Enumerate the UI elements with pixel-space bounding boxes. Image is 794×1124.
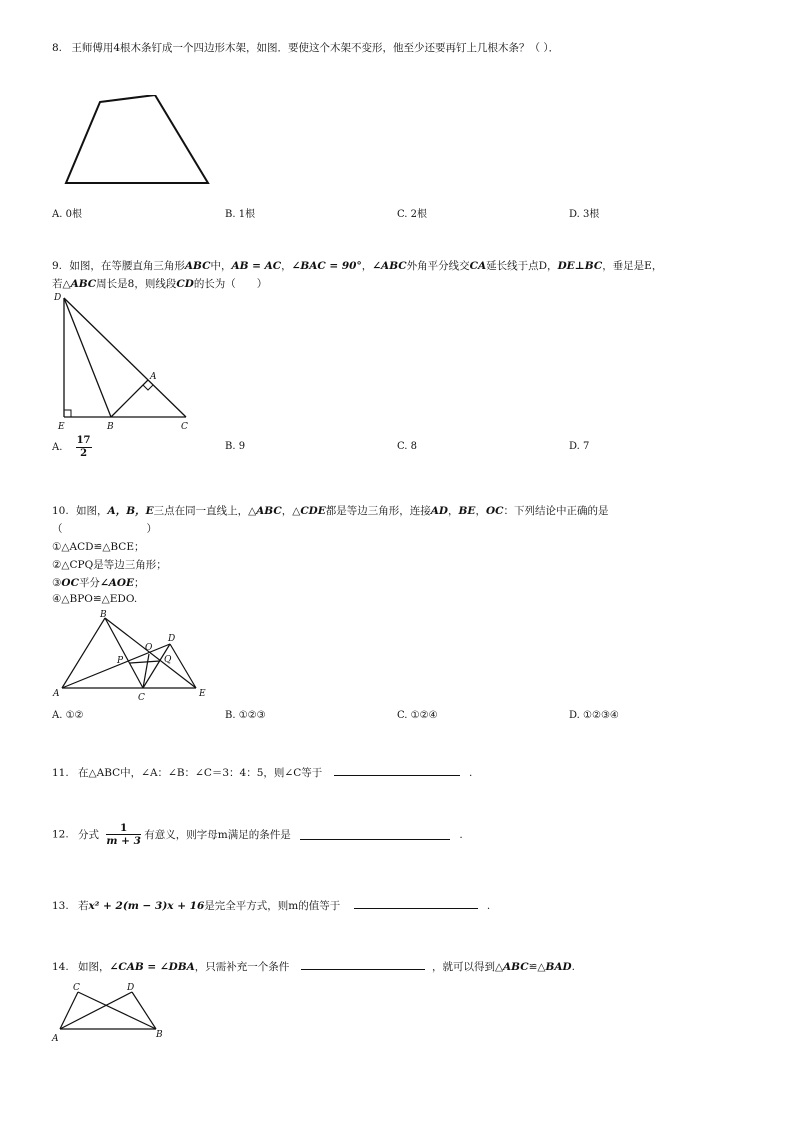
- q12-fraction: [106, 822, 141, 847]
- q9-line-ba: [111, 380, 148, 417]
- q9-math-eq3: ∠ABC: [372, 260, 407, 272]
- q9-math-eq1: AB = AC: [231, 260, 282, 272]
- q10-stem-line1: [52, 503, 608, 518]
- q8-stem: [52, 40, 559, 55]
- q10-label-q: Q: [164, 655, 172, 665]
- q8-number: 8.: [52, 42, 63, 54]
- q14-number: 14.: [52, 961, 69, 973]
- q9-text: 外角平分线交: [406, 260, 470, 272]
- q9-text: 延长线于点D，: [486, 260, 558, 272]
- q10-option-c: C. ①②④: [397, 710, 438, 721]
- q10-label-c: C: [138, 693, 145, 703]
- q10-text: 三点在同一直线上，△: [153, 505, 257, 517]
- q10-text: ，: [448, 505, 459, 517]
- q12-text: 有意义，则字母m满足的条件是: [144, 829, 291, 841]
- q10-math-be: BE: [458, 505, 476, 517]
- q14-label-a: A: [52, 1034, 59, 1044]
- q10-label-d: D: [168, 634, 176, 644]
- q8-option-b: B. 1根: [225, 209, 256, 220]
- q10-text: ，△: [281, 505, 301, 517]
- q10-math-oc: OC: [61, 577, 79, 589]
- q9-number: 9.: [52, 260, 63, 272]
- q14-text: 如图，: [78, 961, 110, 973]
- q9-math-abc: ABC: [70, 278, 97, 290]
- q13-number: 13.: [52, 900, 69, 912]
- q8-text: 王师傅用4根木条钉成一个四边形木架，如图．要使这个木架不变形，他至少还要再钉上几根木条？（ ）．: [71, 42, 560, 54]
- q10-line-be: [105, 618, 196, 688]
- q10-label-e: E: [199, 689, 206, 699]
- q8-option-c: C. 2根: [397, 209, 428, 220]
- q9-label-a: A: [150, 372, 157, 382]
- q9-text: 周长是8，则线段: [96, 278, 177, 290]
- q10-answer-paren: （ ）: [52, 523, 157, 535]
- q10-label-b: B: [100, 610, 107, 620]
- q10-text: 都是等边三角形，连接: [325, 505, 431, 517]
- q10-line-ab: [62, 618, 105, 688]
- q10-statement-4: ④△BPO≌△EDO.: [52, 593, 138, 605]
- fraction-numerator: 1: [106, 822, 141, 835]
- q9-triangle-figure: [50, 290, 200, 432]
- q10-statement-1: ①△ACD≌△BCE；: [52, 541, 145, 553]
- q9-text: ，: [281, 260, 292, 272]
- q9-right-angle-e: [64, 410, 71, 417]
- q8-quadrilateral: [66, 95, 208, 183]
- q14-stem: [52, 959, 575, 974]
- q14-period: .: [571, 961, 575, 973]
- q9-option-a: [52, 435, 92, 460]
- q14-text: ≌△: [528, 961, 546, 973]
- q10-text: ，: [475, 505, 486, 517]
- q9-text: 的长为（ ）: [193, 278, 268, 290]
- q10-text: 如图，: [76, 505, 108, 517]
- q14-math-abc: ABC: [503, 961, 529, 973]
- q14-math-condition: ∠CAB = ∠DBA: [109, 961, 195, 973]
- q10-math-ad: AD: [430, 505, 449, 517]
- q14-line-ad: [60, 992, 132, 1029]
- q9-option-d: D. 7: [569, 441, 590, 452]
- q9-label-d: D: [54, 293, 62, 303]
- q9-math-eq4: DE⊥BC: [557, 260, 603, 272]
- q13-math-expression: x² + 2(m − 3)x + 16: [88, 900, 205, 912]
- q8-option-d: D. 3根: [569, 209, 600, 220]
- q10-line-pq: [130, 661, 160, 663]
- q9-option-c: C. 8: [397, 441, 418, 452]
- q13-text: 是完全平方式，则m的值等于: [204, 900, 341, 912]
- q13-stem: [52, 898, 490, 913]
- q10-option-d: D. ①②③④: [569, 710, 619, 721]
- q10-statement-2: ②△CPQ是等边三角形；: [52, 559, 167, 571]
- q11-period: .: [468, 767, 473, 779]
- q9-stem-line2: [52, 276, 267, 291]
- q10-statement-3: [52, 575, 145, 590]
- q10-line-bc: [105, 618, 143, 688]
- q10-option-b: B. ①②③: [225, 710, 266, 721]
- q10-option-a: A. ①②: [52, 710, 84, 721]
- q8-quadrilateral-figure: [60, 95, 220, 190]
- q11-text: 在△ABC中，∠A：∠B：∠C＝3：4：5，则∠C等于: [78, 767, 323, 779]
- fraction-numerator: 17: [76, 435, 91, 446]
- fraction-denominator: 2: [80, 448, 88, 459]
- q9-text: ，垂足是E，: [602, 260, 663, 272]
- q10-label-a: A: [53, 689, 60, 699]
- q14-label-c: C: [73, 983, 80, 993]
- q14-figure: [48, 980, 173, 1045]
- q13-answer-blank[interactable]: [354, 898, 478, 909]
- q9-right-angle-a: [143, 385, 153, 390]
- q9-label-e: E: [58, 422, 65, 432]
- q9-text: 中，: [210, 260, 232, 272]
- q10-text: ③: [52, 577, 62, 589]
- q9-option-a-prefix: A.: [52, 442, 63, 453]
- q14-text: ，只需补充一个条件: [194, 961, 290, 973]
- q8-option-a: A. 0根: [52, 209, 82, 220]
- q9-line-dc: [64, 298, 186, 417]
- q12-stem: [52, 822, 463, 847]
- q14-math-bad: BAD: [545, 961, 572, 973]
- q14-answer-blank[interactable]: [301, 959, 425, 970]
- q9-math-cd: CD: [176, 278, 194, 290]
- q13-period: .: [486, 900, 491, 912]
- q10-line-ad: [62, 644, 170, 688]
- q14-label-d: D: [127, 983, 135, 993]
- q9-label-b: B: [107, 422, 114, 432]
- q11-stem: [52, 765, 472, 780]
- q10-math-angle: ∠AOE: [99, 577, 135, 589]
- q10-label-o: O: [145, 643, 153, 653]
- q10-math-abc: ABC: [256, 505, 282, 517]
- q10-math-oc: OC: [485, 505, 504, 517]
- q12-text: 分式: [78, 829, 100, 841]
- q9-label-c: C: [181, 422, 188, 432]
- q12-period: .: [459, 828, 463, 841]
- q10-line-de: [170, 644, 196, 688]
- q12-answer-blank[interactable]: [300, 829, 450, 840]
- q10-number: 10.: [52, 505, 69, 517]
- q10-text: 平分: [78, 577, 100, 589]
- q14-text: ，就可以得到△: [431, 961, 504, 973]
- q10-equilateral-figure: [50, 608, 215, 703]
- q9-option-a-fraction: [76, 435, 92, 460]
- q9-text: 若△: [52, 278, 71, 290]
- q9-stem-line1: [52, 258, 662, 273]
- q9-text: 如图，在等腰直角三角形: [69, 260, 185, 272]
- q10-text: ；: [134, 577, 145, 589]
- q9-option-b: B. 9: [225, 441, 246, 452]
- q13-text: 若: [78, 900, 89, 912]
- fraction-denominator: m + 3: [106, 835, 141, 847]
- q11-answer-blank[interactable]: [334, 765, 460, 776]
- q10-text: ：下列结论中正确的是: [503, 505, 609, 517]
- q10-math-cde: CDE: [300, 505, 326, 517]
- q11-number: 11.: [52, 767, 69, 779]
- q14-label-b: B: [156, 1030, 163, 1040]
- q9-math-eq2: ∠BAC = 90°: [291, 260, 362, 272]
- q10-label-p: P: [117, 656, 124, 666]
- q14-line-ac: [60, 992, 78, 1029]
- q10-math-points: A，B，E: [107, 505, 154, 517]
- q9-math-ca: CA: [469, 260, 487, 272]
- q9-text: ，: [361, 260, 373, 272]
- q12-number: 12.: [52, 828, 69, 841]
- q9-line-db: [64, 298, 111, 417]
- q9-math-abc: ABC: [184, 260, 211, 272]
